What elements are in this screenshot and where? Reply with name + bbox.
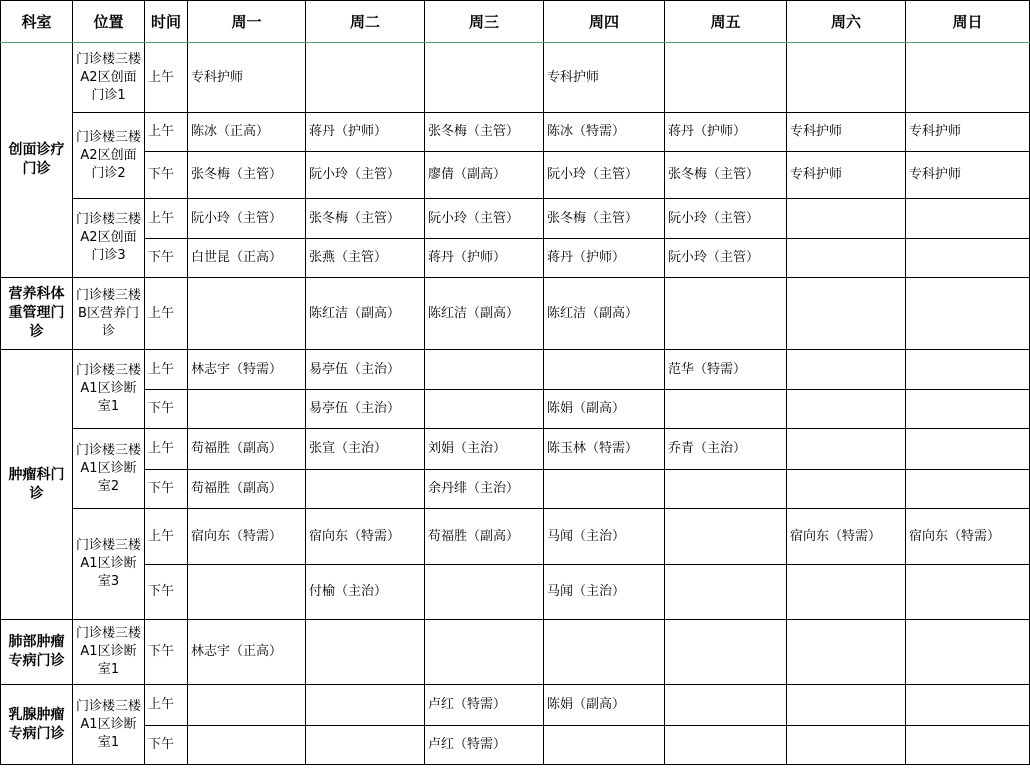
cell-thu: 马闻（主治） (544, 509, 665, 565)
schedule-row (1, 199, 1030, 239)
cell-fri: 范华（特需） (665, 350, 787, 390)
cell-sat (787, 685, 906, 726)
header-sat: 周六 (787, 1, 906, 43)
header-fri: 周五 (665, 1, 787, 43)
dept-oncology-clinic: 肿瘤科门诊 (1, 350, 73, 620)
cell-sat (787, 429, 906, 470)
cell-mon: 专科护师 (188, 43, 306, 113)
time-cell: 上午 (145, 350, 188, 390)
cell-thu: 陈娟（副高） (544, 390, 665, 429)
cell-tue: 宿向东（特需） (306, 509, 425, 565)
cell-sun (906, 429, 1030, 470)
cell-fri: 乔青（主治） (665, 429, 787, 470)
cell-fri: 阮小玲（主管） (665, 199, 787, 239)
schedule-row (1, 509, 1030, 565)
schedule-row (1, 43, 1030, 113)
cell-sat (787, 726, 906, 765)
cell-sat: 专科护师 (787, 152, 906, 199)
cell-mon (188, 278, 306, 350)
time-cell: 上午 (145, 278, 188, 350)
dept-lung-tumor-clinic: 肺部肿瘤专病门诊 (1, 620, 73, 685)
cell-tue (306, 620, 425, 685)
cell-sat (787, 390, 906, 429)
location-onco-2: 门诊楼三楼A1区诊断室2 (73, 429, 145, 509)
cell-fri (665, 470, 787, 509)
cell-tue: 付榆（主治） (306, 565, 425, 620)
cell-sat (787, 278, 906, 350)
cell-mon: 宿向东（特需） (188, 509, 306, 565)
cell-mon: 白世昆（正高） (188, 239, 306, 278)
cell-mon: 苟福胜（副高） (188, 470, 306, 509)
cell-sat (787, 565, 906, 620)
schedule-row (1, 565, 1030, 620)
cell-thu: 阮小玲（主管） (544, 152, 665, 199)
cell-fri (665, 726, 787, 765)
cell-fri (665, 278, 787, 350)
cell-wed (425, 620, 544, 685)
cell-sun (906, 390, 1030, 429)
time-cell: 上午 (145, 199, 188, 239)
time-cell: 上午 (145, 429, 188, 470)
cell-wed (425, 565, 544, 620)
cell-wed (425, 350, 544, 390)
cell-tue (306, 685, 425, 726)
cell-wed: 蒋丹（护师） (425, 239, 544, 278)
schedule-row (1, 113, 1030, 152)
cell-fri (665, 390, 787, 429)
header-row (1, 1, 1030, 43)
location-wound-1: 门诊楼三楼A2区创面门诊1 (73, 43, 145, 113)
cell-mon (188, 565, 306, 620)
time-cell: 下午 (145, 470, 188, 509)
cell-thu: 陈玉林（特需） (544, 429, 665, 470)
cell-thu (544, 350, 665, 390)
location-breast-1: 门诊楼三楼A1区诊断室1 (73, 685, 145, 765)
cell-wed: 卢红（特需） (425, 685, 544, 726)
location-nutrition: 门诊楼三楼B区营养门诊 (73, 278, 145, 350)
cell-sat (787, 350, 906, 390)
cell-sun (906, 350, 1030, 390)
header-tue: 周二 (306, 1, 425, 43)
cell-fri (665, 685, 787, 726)
cell-sun: 宿向东（特需） (906, 509, 1030, 565)
header-thu: 周四 (544, 1, 665, 43)
cell-wed: 余丹绯（主治） (425, 470, 544, 509)
cell-sun (906, 199, 1030, 239)
header-wed: 周三 (425, 1, 544, 43)
cell-sun (906, 565, 1030, 620)
schedule-row (1, 152, 1030, 199)
schedule-row (1, 685, 1030, 726)
schedule-row (1, 429, 1030, 470)
header-sun: 周日 (906, 1, 1030, 43)
cell-wed: 陈红洁（副高） (425, 278, 544, 350)
cell-fri: 阮小玲（主管） (665, 239, 787, 278)
cell-sat (787, 43, 906, 113)
schedule-row (1, 726, 1030, 765)
cell-fri (665, 565, 787, 620)
cell-mon: 苟福胜（副高） (188, 429, 306, 470)
cell-mon: 阮小玲（主管） (188, 199, 306, 239)
schedule-row (1, 350, 1030, 390)
cell-wed: 廖倩（副高） (425, 152, 544, 199)
cell-tue: 张宣（主治） (306, 429, 425, 470)
cell-wed: 阮小玲（主管） (425, 199, 544, 239)
cell-thu: 陈红洁（副高） (544, 278, 665, 350)
cell-wed: 苟福胜（副高） (425, 509, 544, 565)
cell-wed (425, 390, 544, 429)
cell-fri: 张冬梅（主管） (665, 152, 787, 199)
cell-sat: 专科护师 (787, 113, 906, 152)
cell-tue: 张冬梅（主管） (306, 199, 425, 239)
location-wound-2: 门诊楼三楼A2区创面门诊2 (73, 113, 145, 199)
cell-thu: 陈娟（副高） (544, 685, 665, 726)
cell-mon: 林志宇（特需） (188, 350, 306, 390)
cell-tue: 张燕（主管） (306, 239, 425, 278)
cell-mon (188, 685, 306, 726)
time-cell: 下午 (145, 239, 188, 278)
cell-tue: 阮小玲（主管） (306, 152, 425, 199)
location-onco-3: 门诊楼三楼A1区诊断室3 (73, 509, 145, 620)
dept-breast-tumor-clinic: 乳腺肿瘤专病门诊 (1, 685, 73, 765)
cell-sun (906, 620, 1030, 685)
cell-wed: 张冬梅（主管） (425, 113, 544, 152)
time-cell: 下午 (145, 390, 188, 429)
cell-sat (787, 239, 906, 278)
cell-thu: 马闻（主治） (544, 565, 665, 620)
cell-thu (544, 620, 665, 685)
cell-thu (544, 726, 665, 765)
cell-sun (906, 278, 1030, 350)
cell-tue (306, 726, 425, 765)
cell-fri (665, 43, 787, 113)
schedule-row (1, 620, 1030, 685)
cell-wed: 刘娟（主治） (425, 429, 544, 470)
header-mon: 周一 (188, 1, 306, 43)
cell-wed (425, 43, 544, 113)
cell-sat (787, 620, 906, 685)
cell-sun: 专科护师 (906, 152, 1030, 199)
cell-tue (306, 470, 425, 509)
dept-wound-clinic: 创面诊疗门诊 (1, 43, 73, 278)
dept-nutrition-clinic: 营养科体重管理门诊 (1, 278, 73, 350)
time-cell: 下午 (145, 620, 188, 685)
header-location: 位置 (73, 1, 145, 43)
cell-tue: 蒋丹（护师） (306, 113, 425, 152)
header-time: 时间 (145, 1, 188, 43)
time-cell: 上午 (145, 113, 188, 152)
cell-sat (787, 199, 906, 239)
location-onco-1: 门诊楼三楼A1区诊断室1 (73, 350, 145, 429)
cell-mon (188, 726, 306, 765)
cell-wed: 卢红（特需） (425, 726, 544, 765)
cell-thu: 陈冰（特需） (544, 113, 665, 152)
cell-thu: 蒋丹（护师） (544, 239, 665, 278)
cell-sat (787, 470, 906, 509)
cell-sun: 专科护师 (906, 113, 1030, 152)
cell-mon: 张冬梅（主管） (188, 152, 306, 199)
cell-mon: 陈冰（正高） (188, 113, 306, 152)
cell-thu (544, 470, 665, 509)
cell-sun (906, 43, 1030, 113)
cell-tue (306, 43, 425, 113)
cell-sun (906, 726, 1030, 765)
cell-tue: 易亭伍（主治） (306, 350, 425, 390)
cell-mon: 林志宇（正高） (188, 620, 306, 685)
time-cell: 下午 (145, 152, 188, 199)
cell-tue: 陈红洁（副高） (306, 278, 425, 350)
schedule-row (1, 239, 1030, 278)
schedule-row (1, 278, 1030, 350)
cell-thu: 张冬梅（主管） (544, 199, 665, 239)
cell-sun (906, 239, 1030, 278)
cell-fri: 蒋丹（护师） (665, 113, 787, 152)
cell-sun (906, 685, 1030, 726)
time-cell: 上午 (145, 685, 188, 726)
time-cell: 下午 (145, 726, 188, 765)
cell-sun (906, 470, 1030, 509)
cell-fri (665, 509, 787, 565)
cell-mon (188, 390, 306, 429)
schedule-row (1, 390, 1030, 429)
cell-fri (665, 620, 787, 685)
time-cell: 下午 (145, 565, 188, 620)
location-wound-3: 门诊楼三楼A2区创面门诊3 (73, 199, 145, 278)
time-cell: 上午 (145, 43, 188, 113)
location-lung-1: 门诊楼三楼A1区诊断室1 (73, 620, 145, 685)
time-cell: 上午 (145, 509, 188, 565)
cell-sat: 宿向东（特需） (787, 509, 906, 565)
header-dept: 科室 (1, 1, 73, 43)
schedule-row (1, 470, 1030, 509)
cell-tue: 易亭伍（主治） (306, 390, 425, 429)
cell-thu: 专科护师 (544, 43, 665, 113)
